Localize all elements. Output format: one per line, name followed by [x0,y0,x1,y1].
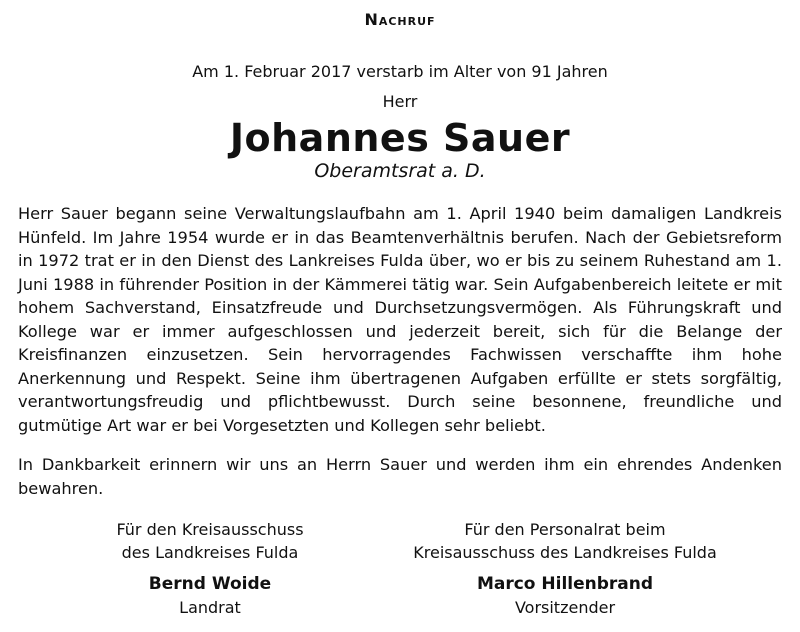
honorific: Herr [382,92,418,111]
signature-org-line: Kreisausschuss des Landkreises Fulda [413,543,717,562]
obituary-body: Herr Sauer begann seine Verwaltungslaufbahn am 1. April 1940 beim damaligen Landkreis Hünfeld. Im Jahre 1954 wurde er in das Beamtenverhältnis berufen. Nach der Gebietsreform in 1972 trat er in den Dienst des Lankreises Fulda über, wo er bis zu seinem Ruhestand am 1. Juni 1988 in führender Position in der Kämmerei tätig war. Sein Aufgabenbereich leitete er mit hohem Sachverstand, Einsatzfreude und Durchsetzungsvermögen. Als Führungskraft und Kollege war er immer aufgeschlossen und jederzeit bereit, sich für die Belange der Kreisfinanzen einzusetzen. Sein hervorragendes Fachwissen verschaffte ihm hohe Anerkennung und Respekt. Seine ihm übertragenen Aufgaben erfüllte er stets sorgfältig, verantwortungsfreudig und pflichtbewusst. Durch seine besonnene, freundliche und gutmütige Art war er bei Vorgesetzten und Kollegen sehr beliebt. [18,204,782,435]
signature-block-kreisausschuss [90,518,330,619]
signature-org-line: Für den Kreisausschuss [116,520,304,539]
signature-org-line: Für den Personalrat beim [464,520,666,539]
deceased-name: Johannes Sauer [229,116,571,160]
signatory-name: Marco Hillenbrand [476,574,654,594]
signature-block-personalrat [400,518,730,619]
deceased-title: Oberamtsrat a. D. [314,160,486,182]
signature-org-line: des Landkreises Fulda [121,543,299,562]
notice-heading: Nachruf [364,10,436,29]
signatory-role: Landrat [179,598,241,617]
signatory-name: Bernd Woide [148,574,272,594]
closing-remark: In Dankbarkeit erinnern wir uns an Herrn Sauer und werden ihm ein ehrendes Andenken bewahren. [18,455,782,498]
death-announcement: Am 1. Februar 2017 verstarb im Alter von 91 Jahren [192,62,608,81]
signatory-role: Vorsitzender [514,598,616,617]
